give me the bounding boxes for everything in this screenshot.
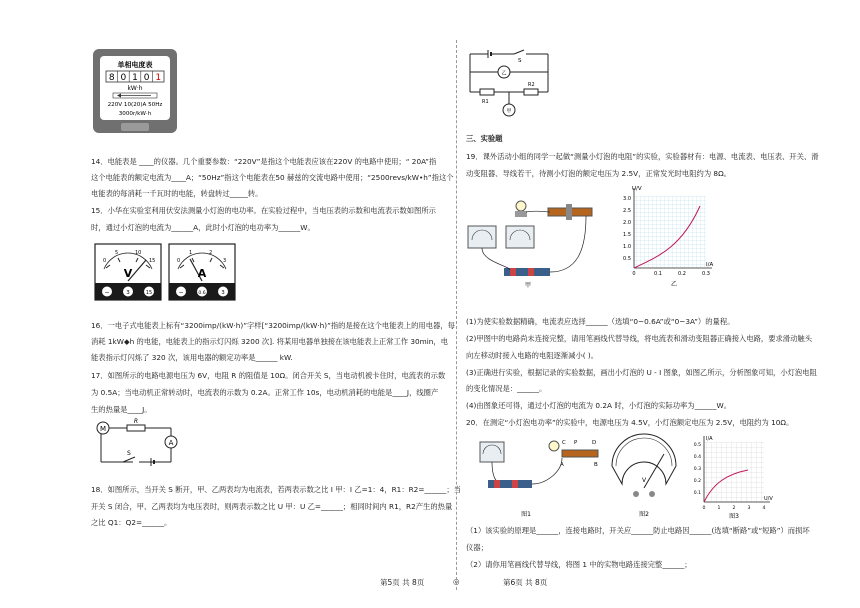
svg-text:1: 1 (717, 506, 721, 511)
q18-line-1: 18．如图所示，当开关 S 断开，甲、乙两表均为电流表，若两表示数之比 I 甲：I 乙=1：4，R1：R2=______；当 (91, 485, 461, 494)
ammeter-letter: A (197, 267, 207, 280)
svg-text:2.0: 2.0 (623, 220, 631, 226)
svg-text:0.1: 0.1 (693, 491, 701, 496)
svg-text:−: − (104, 289, 110, 296)
svg-text:2: 2 (209, 250, 213, 256)
svg-text:0.5: 0.5 (693, 443, 701, 448)
svg-text:15: 15 (149, 258, 156, 264)
footer-mark: ◎ (453, 577, 460, 586)
q18-line-2: 开关 S 闭合，甲、乙两表均为电压表时，则两表示数之比 U 甲：U 乙=______；相同时间内 R1，R2产生的热量 (91, 502, 453, 511)
svg-text:0: 0 (103, 258, 107, 264)
svg-text:3: 3 (221, 290, 225, 296)
svg-text:0: 0 (702, 506, 706, 511)
q18-circuit-figure (466, 48, 556, 118)
yi-meter-label: 乙 (501, 70, 507, 77)
page-footer-right: 第6页 共 8页 (503, 578, 548, 587)
voltmeter-icon (95, 244, 161, 300)
svg-text:甲: 甲 (524, 282, 532, 288)
svg-text:U/V: U/V (632, 186, 642, 192)
meter-digit: 1 (155, 73, 162, 83)
svg-text:1.0: 1.0 (623, 244, 631, 250)
voltmeter-letter: V (123, 267, 133, 280)
svg-text:0.1: 0.1 (654, 271, 662, 277)
meter-unit: kW·h (127, 85, 143, 92)
q16-line-1: 16．一电子式电能表上标有“3200imp/(kW·h)”字样[“3200imp/(kW·h)”指的是接在这个电能表上的用电器，每 (91, 321, 455, 330)
svg-text:0.2: 0.2 (693, 479, 701, 484)
svg-text:5: 5 (115, 250, 119, 256)
svg-text:3: 3 (747, 506, 751, 511)
svg-text:0: 0 (177, 258, 181, 264)
svg-text:1.5: 1.5 (623, 232, 631, 238)
q16-line-2: 消耗 1kW◆h 的电能，电能表上的指示灯闪烁 3200 次]. 将某用电器单独接在该电能表上正常工作 30min，电 (91, 337, 448, 346)
q19-part-3a: (3)正确进行实验，根据记录的实验数据，画出小灯泡的 U - I 图象，如图乙所示，分析图象可知，小灯泡电阻 (466, 368, 817, 377)
meter-dial-icon (113, 93, 157, 98)
q15-line-1: 15．小华在实验室利用伏安法测量小灯泡的电功率。在实验过程中，当电压表的示数和电流表示数如图所示 (91, 206, 436, 215)
q17-line-2: 为 0.5A；当电动机正常转动时，电流表的示数为 0.2A。正常工作 10s，电动机消耗的电能是____J，线圈产 (91, 388, 439, 397)
meter-digit: 0 (120, 73, 127, 83)
q14-line-2: 这个电能表的额定电流为____A；“50Hz”指这个电能表在50 赫兹的交流电路中使用；“2500revs/kW•h”指这个 (91, 173, 454, 182)
meter-digit: 0 (143, 73, 150, 83)
electricity-meter-figure (91, 47, 179, 135)
svg-text:3: 3 (126, 290, 130, 296)
svg-text:0.4: 0.4 (693, 455, 701, 460)
svg-text:I/A: I/A (706, 436, 713, 442)
svg-text:图1: 图1 (521, 511, 531, 518)
q17-line-3: 生的热量是____J。 (91, 405, 152, 414)
svg-text:3.0: 3.0 (623, 196, 631, 202)
q20-fig1-apparatus (480, 440, 598, 518)
q20-fig2-voltmeter (612, 434, 676, 518)
q19-part-2b: 向左移动时接入电路的电阻逐渐减小( )。 (466, 351, 599, 360)
meter-title: 单相电度表 (117, 61, 153, 69)
svg-text:S: S (127, 450, 131, 457)
svg-text:−: − (178, 289, 184, 296)
svg-text:R: R (133, 418, 139, 425)
svg-text:10: 10 (135, 250, 142, 256)
q19-line-1: 19．课外活动小组的同学一起做“测量小灯泡的电阻”的实验，实验器材有：电源、电流表、电压表、开关、滑 (466, 152, 819, 161)
svg-text:0.5: 0.5 (623, 256, 631, 262)
q19-part-4: (4)由图象还可得，通过小灯泡的电流为 0.2A 时，小灯泡的实际功率为______W。 (466, 401, 731, 410)
q20-part-1a: （1）该实验的原理是______，连接电路时，开关应______防止电路因______(选填“断路”或“短路”）而损坏 (466, 526, 810, 535)
svg-text:4: 4 (762, 506, 766, 511)
meter-digit: 8 (108, 73, 115, 83)
q19-apparatus-figure (466, 192, 616, 288)
svg-text:0.2: 0.2 (678, 271, 686, 277)
svg-text:乙: 乙 (670, 281, 678, 288)
svg-text:图3: 图3 (729, 513, 739, 520)
section-heading: 三、实验题 (466, 134, 503, 143)
q14-line-1: 14．电能表是 ____的仪器。几个重要参数：“220V”是指这个电能表应该在220V 的电路中使用；“ 20A”指 (91, 157, 437, 166)
ammeter-label: A (168, 439, 174, 447)
svg-text:0: 0 (632, 271, 636, 277)
svg-text:I/A: I/A (706, 262, 714, 268)
meter-spec-2: 3000r/kW·h (118, 111, 152, 117)
q20-part-1b: 仪器； (466, 543, 488, 552)
svg-text:V: V (641, 477, 647, 484)
q17-line-1: 17．如图所示的电路电源电压为 6V，电阻 R 的阻值是 10Ω。闭合开关 S，当电动机被卡住时，电流表的示数 (91, 371, 446, 380)
svg-text:B: B (594, 462, 598, 468)
q19-part-2a: (2)甲图中的电路尚未连接完整，请用笔画线代替导线，将电流表和滑动变阻器正确接入电路，要求滑动触头 (466, 334, 812, 343)
svg-text:P: P (574, 440, 578, 446)
q14-line-3: 电能表的每消耗一千瓦时的电能，转盘转过_____转。 (91, 189, 263, 198)
jia-meter-label: 甲 (506, 108, 512, 115)
q20-figures (466, 432, 782, 522)
svg-text:2.5: 2.5 (623, 208, 631, 214)
column-divider (456, 40, 457, 590)
meter-spec-1: 220V 10(20)A 50Hz (107, 102, 163, 108)
q20-line-1: 20．在测定“小灯泡电功率”的实验中，电源电压为 4.5V，小灯泡额定电压为 2.5V，电阻约为 10Ω。 (466, 418, 794, 427)
svg-text:0.3: 0.3 (702, 271, 710, 277)
q15-line-2: 时，通过小灯泡的电流为______A，此时小灯泡的电功率为______W。 (91, 223, 315, 232)
svg-text:R2: R2 (528, 82, 535, 88)
svg-text:3: 3 (223, 258, 227, 264)
q16-line-3: 能表指示灯闪烁了 320 次，该用电器的额定功率是______ kW. (91, 353, 293, 362)
q19-ui-graph (620, 184, 720, 292)
svg-text:S: S (518, 58, 522, 64)
svg-text:D: D (592, 440, 597, 446)
meters-figure (94, 243, 236, 301)
meter-digits (106, 71, 164, 83)
svg-text:1: 1 (189, 250, 193, 256)
motor-label: M (99, 425, 107, 433)
q17-circuit-figure (91, 418, 191, 470)
q18-line-3: 之比 Q1：Q2=______。 (91, 518, 172, 527)
svg-text:0.6: 0.6 (198, 291, 206, 296)
q19-part-3b: 的变化情况是：______。 (466, 384, 547, 393)
page-footer-left: 第5页 共 8页 (380, 578, 425, 587)
svg-text:U/V: U/V (764, 496, 773, 502)
svg-text:15: 15 (145, 290, 153, 296)
q19-line-2: 动变阻器、导线若干，待测小灯泡的额定电压为 2.5V，正常发光时电阻约为 8Ω。 (466, 169, 731, 178)
q19-part-1: (1)为使实验数据精确，电流表应选择______（选填“0~0.6A”或“0~3A”）的量程。 (466, 317, 735, 326)
q20-fig3-iu-graph (694, 436, 774, 520)
svg-text:2: 2 (732, 506, 736, 511)
svg-text:A: A (560, 462, 564, 468)
q20-part-2: （2）请你用笔画线代替导线，将图 1 中的实物电路连接完整______； (466, 560, 692, 569)
svg-text:图2: 图2 (639, 511, 649, 518)
svg-text:R1: R1 (482, 99, 489, 105)
svg-text:0.3: 0.3 (693, 467, 701, 472)
svg-text:C: C (562, 440, 566, 446)
meter-digit: 1 (132, 73, 138, 83)
ammeter-icon (169, 244, 235, 300)
